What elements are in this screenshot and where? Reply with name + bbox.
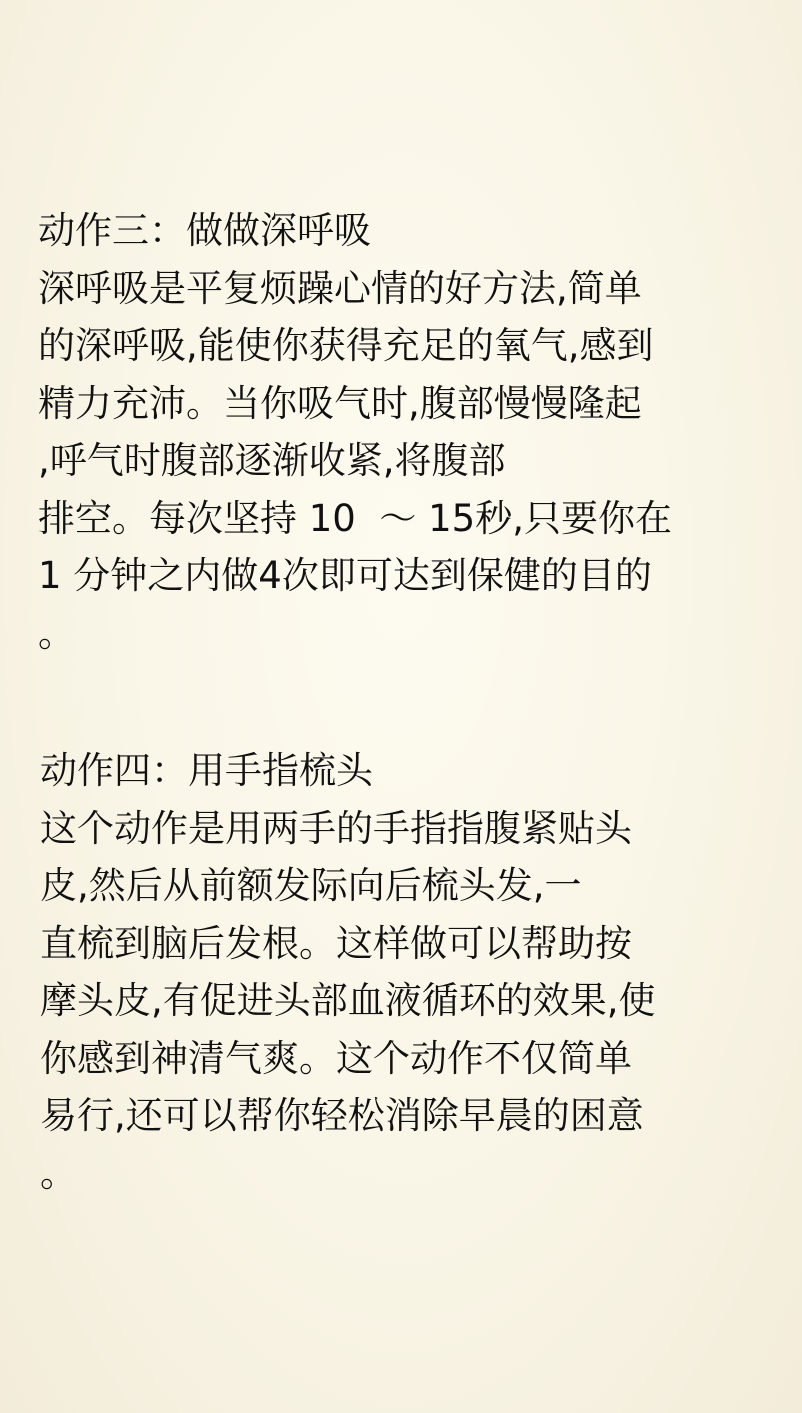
- paragraph-line: 精力充沛。当你吸气时,腹部慢慢隆起: [38, 381, 642, 425]
- paragraph-line: 。: [38, 611, 75, 655]
- paragraph-line: 这个动作是用两手的手指指腹紧贴头: [40, 806, 632, 850]
- section-action-three: [38, 202, 778, 662]
- paragraph-line: 直梳到脑后发根。这样做可以帮助按: [40, 921, 632, 965]
- paragraph-line: 1 分钟之内做4次即可达到保健的目的: [38, 554, 652, 597]
- paragraph-line: 你感到神清气爽。这个动作不仅简单: [40, 1036, 632, 1080]
- paragraph-line: 深呼吸是平复烦躁心情的好方法,简单: [38, 266, 642, 310]
- paragraph-line: 排空。每次坚持 10 ～ 15秒,只要你在: [38, 496, 672, 540]
- section-heading: 动作三：做做深呼吸: [38, 209, 371, 252]
- paragraph-line: 。: [40, 1151, 77, 1195]
- paragraph-line: ,呼气时腹部逐渐收紧,将腹部: [38, 439, 506, 482]
- section-action-four: [40, 742, 780, 1202]
- paragraph-line: 易行,还可以帮你轻松消除早晨的困意: [40, 1094, 644, 1137]
- paragraph-line: 的深呼吸,能使你获得充足的氧气,感到: [38, 324, 654, 367]
- paragraph-line: 皮,然后从前额发际向后梳头发,一: [40, 864, 582, 907]
- paragraph-line: 摩头皮,有促进头部血液循环的效果,使: [40, 979, 656, 1022]
- section-heading: 动作四：用手指梳头: [40, 749, 373, 792]
